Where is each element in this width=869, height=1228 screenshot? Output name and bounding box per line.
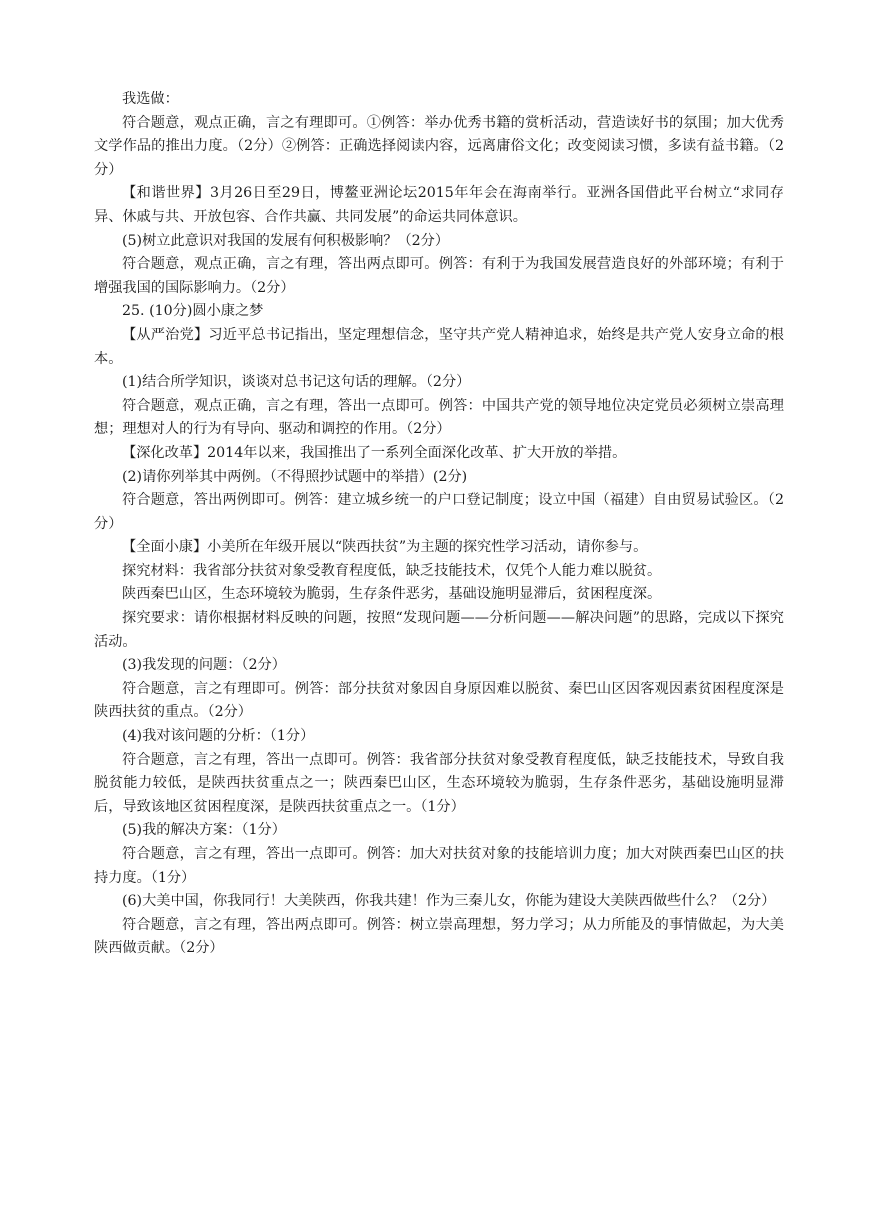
question-25-heading: 25. (10分)圆小康之梦 <box>122 303 264 320</box>
answer-5-solution: 符合题意，言之有理，答出一点即可。例答：加大对扶贫对象的技能培训力度；加大对陕西秦巴山区的扶持力度。（1分） <box>94 846 784 886</box>
paragraph-choose: 我选做： <box>122 91 179 107</box>
answer-document <box>94 88 784 961</box>
answer-4: 符合题意，言之有理，答出一点即可。例答：我省部分扶贫对象受教育程度低，缺乏技能技术，导致自我脱贫能力较低，是陕西扶贫重点之一；陕西秦巴山区，生态环境较为脆弱，生存条件恶劣，基础设施明显滞后，导致该地区贫困程度深，是陕西扶贫重点之一。（1分） <box>94 751 784 815</box>
question-6: (6)大美中国，你我同行！大美陕西，你我共建！作为三秦儿女，你能为建设大美陕西做些什么？（2分） <box>122 893 776 910</box>
question-2: (2)请你列举其中两例。（不得照抄试题中的举措）(2分) <box>122 468 468 485</box>
question-1: (1)结合所学知识，谈谈对总书记这句话的理解。（2分） <box>122 374 471 391</box>
question-5-community: (5)树立此意识对我国的发展有何积极影响？（2分） <box>122 232 450 249</box>
section-harmonious-world: 【和谐世界】3月26日至29日，博鳌亚洲论坛2015年年会在海南举行。亚洲各国借此平台树立“求同存异、休戚与共、开放包容、合作共赢、共同发展”的命运共同体意识。 <box>94 185 784 225</box>
answer-reading: 符合题意，观点正确，言之有理即可。①例答：举办优秀书籍的赏析活动，营造读好书的氛围；加大优秀文学作品的推出力度。（2分）②例答：正确选择阅读内容，远离庸俗文化；改变阅读习惯，多读有益书籍。（2分） <box>94 114 784 178</box>
material-2: 陕西秦巴山区，生态环境较为脆弱，生存条件恶劣，基础设施明显滞后，贫困程度深。 <box>122 586 662 603</box>
answer-1: 符合题意，观点正确，言之有理，答出一点即可。例答：中国共产党的领导地位决定党员必须树立崇高理想；理想对人的行为有导向、驱动和调控的作用。（2分） <box>94 397 784 438</box>
section-party-discipline: 【从严治党】习近平总书记指出，坚定理想信念，坚守共产党人精神追求，始终是共产党人安身立命的根本。 <box>94 326 784 367</box>
section-deepen-reform: 【深化改革】2014年以来，我国推出了一系列全面深化改革、扩大开放的举措。 <box>122 444 627 461</box>
inquiry-requirements: 探究要求：请你根据材料反映的问题，按照“发现问题——分析问题——解决问题”的思路，完成以下探究活动。 <box>94 610 784 650</box>
question-4: (4)我对该问题的分析：（1分） <box>122 728 315 745</box>
material-1: 探究材料：我省部分扶贫对象受教育程度低，缺乏技能技术，仅凭个人能力难以脱贫。 <box>122 562 662 579</box>
section-xiaokang: 【全面小康】小美所在年级开展以“陕西扶贫”为主题的探究性学习活动，请你参与。 <box>122 539 648 556</box>
answer-2: 符合题意，答出两例即可。例答：建立城乡统一的户口登记制度；设立中国（福建）自由贸易试验区。（2分） <box>94 492 784 532</box>
answer-5-community: 符合题意，观点正确，言之有理，答出两点即可。例答：有利于为我国发展营造良好的外部环境；有利于增强我国的国际影响力。（2分） <box>94 256 784 296</box>
answer-3: 符合题意，言之有理即可。例答：部分扶贫对象因自身原因难以脱贫、秦巴山区因客观因素贫困程度深是陕西扶贫的重点。（2分） <box>94 680 784 721</box>
question-5-solution: (5)我的解决方案：（1分） <box>122 822 286 839</box>
answer-6: 符合题意，言之有理，答出两点即可。例答：树立崇高理想，努力学习；从力所能及的事情做起，为大美陕西做贡献。（2分） <box>94 916 784 957</box>
question-3: (3)我发现的问题：（2分） <box>122 657 286 674</box>
